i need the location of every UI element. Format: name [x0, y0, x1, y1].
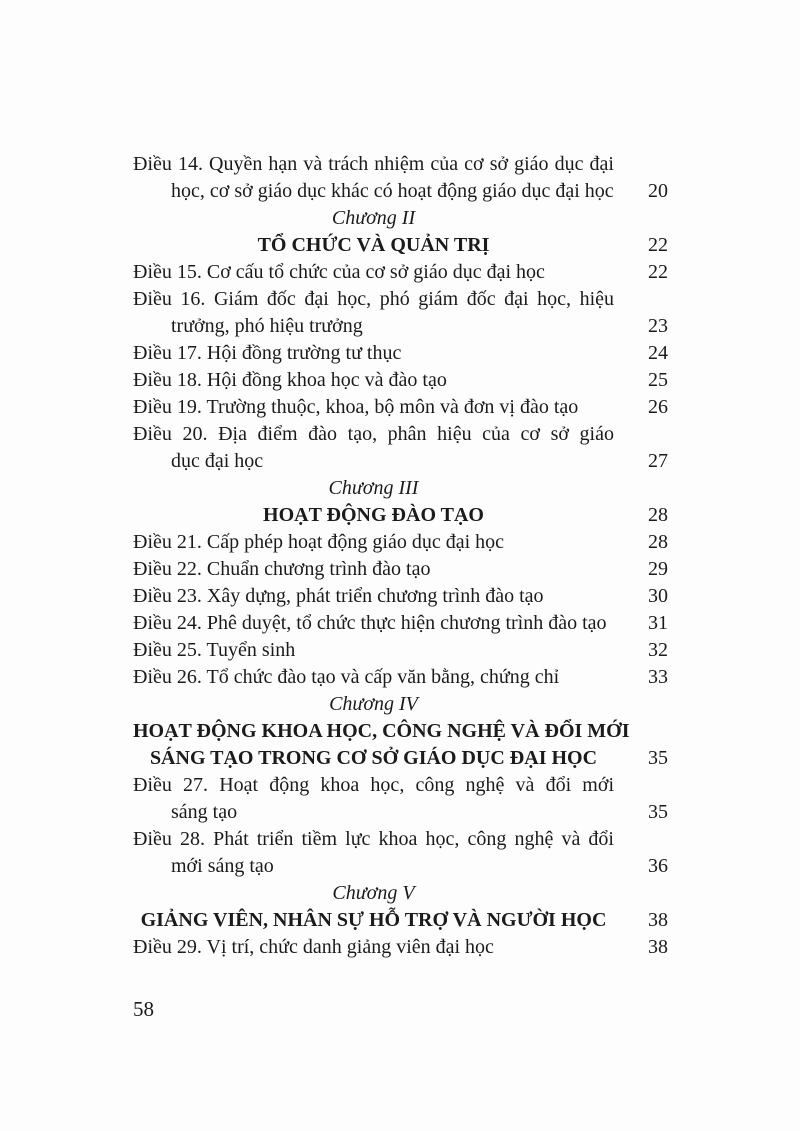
toc-page-number: 26 — [648, 396, 668, 418]
toc-entry-continuation — [133, 853, 668, 880]
chapter-title-text: GIẢNG VIÊN, NHÂN SỰ HỖ TRỢ VÀ NGƯỜI HỌC — [140, 909, 607, 931]
toc-entry-text: Điều 20. Địa điểm đào tạo, phân hiệu của cơ sở giáo — [133, 423, 614, 445]
toc-page-number: 31 — [648, 612, 668, 634]
toc-page-number: 32 — [648, 639, 668, 661]
toc-page-number: 23 — [648, 315, 668, 337]
toc-entry — [133, 151, 668, 178]
toc-page-number: 22 — [648, 234, 668, 256]
toc-entry-text: Điều 27. Hoạt động khoa học, công nghệ và đổi mới — [133, 774, 614, 796]
chapter-label-text: Chương III — [328, 477, 419, 499]
footer-page-number: 58 — [133, 997, 154, 1021]
toc-page-number: 36 — [648, 855, 668, 877]
chapter-title — [133, 718, 668, 745]
toc-page-number: 30 — [648, 585, 668, 607]
chapter-title — [133, 502, 668, 529]
chapter-label-text: Chương IV — [329, 693, 418, 715]
toc-entry — [133, 610, 668, 637]
toc-entry-text: Điều 24. Phê duyệt, tổ chức thực hiện chương trình đào tạo — [133, 612, 607, 634]
toc-entry-text: Điều 15. Cơ cấu tổ chức của cơ sở giáo dục đại học — [133, 261, 545, 283]
chapter-label — [133, 880, 668, 907]
toc-entry-text: Điều 29. Vị trí, chức danh giảng viên đại học — [133, 936, 494, 958]
chapter-label — [133, 205, 668, 232]
toc-page-number: 33 — [648, 666, 668, 688]
toc-page-number: 24 — [648, 342, 668, 364]
toc-entry-text: Điều 14. Quyền hạn và trách nhiệm của cơ sở giáo dục đại — [133, 153, 614, 175]
toc-page-number: 20 — [648, 180, 668, 202]
toc-entry — [133, 529, 668, 556]
toc-entry-text: Điều 17. Hội đồng trường tư thục — [133, 342, 402, 364]
chapter-label-text: Chương V — [332, 882, 415, 904]
toc-entry — [133, 772, 668, 799]
toc-entry — [133, 934, 668, 961]
toc-entry — [133, 340, 668, 367]
toc-entry-text: mới sáng tạo — [171, 855, 274, 877]
toc-entry — [133, 394, 668, 421]
toc-page-number: 28 — [648, 531, 668, 553]
toc-page-number: 25 — [648, 369, 668, 391]
toc-entry-text: Điều 21. Cấp phép hoạt động giáo dục đại học — [133, 531, 505, 553]
chapter-title — [133, 907, 668, 934]
toc-entry-text: dục đại học — [171, 450, 264, 472]
toc-entry-continuation — [133, 313, 668, 340]
toc-entry-text: Điều 22. Chuẩn chương trình đào tạo — [133, 558, 431, 580]
toc-page-number: 38 — [648, 909, 668, 931]
toc-page-number: 38 — [648, 936, 668, 958]
toc-entry — [133, 826, 668, 853]
toc-entry-text: Điều 26. Tổ chức đào tạo và cấp văn bằng, chứng chỉ — [133, 666, 560, 688]
chapter-label-text: Chương II — [331, 207, 416, 229]
toc-entry — [133, 664, 668, 691]
chapter-label — [133, 475, 668, 502]
toc-entry-continuation — [133, 799, 668, 826]
chapter-title-text: HOẠT ĐỘNG KHOA HỌC, CÔNG NGHỆ VÀ ĐỔI MỚI — [133, 720, 630, 742]
table-of-contents — [133, 151, 668, 961]
toc-entry — [133, 421, 668, 448]
chapter-title — [133, 745, 668, 772]
toc-entry-continuation — [133, 448, 668, 475]
toc-page-number: 35 — [648, 801, 668, 823]
toc-entry-text: học, cơ sở giáo dục khác có hoạt động giáo dục đại học — [171, 180, 614, 202]
toc-entry — [133, 637, 668, 664]
toc-entry-text: Điều 19. Trường thuộc, khoa, bộ môn và đơn vị đào tạo — [133, 396, 579, 418]
toc-entry — [133, 367, 668, 394]
toc-entry-text: Điều 18. Hội đồng khoa học và đào tạo — [133, 369, 447, 391]
toc-page-number: 29 — [648, 558, 668, 580]
toc-entry — [133, 286, 668, 313]
toc-entry-text: Điều 16. Giám đốc đại học, phó giám đốc đại học, hiệu — [133, 288, 614, 310]
toc-entry-text: Điều 23. Xây dựng, phát triển chương trình đào tạo — [133, 585, 544, 607]
toc-page-number: 28 — [648, 504, 668, 526]
chapter-title-text: HOẠT ĐỘNG ĐÀO TẠO — [263, 504, 484, 526]
toc-page-number: 35 — [648, 747, 668, 769]
toc-entry-text: trưởng, phó hiệu trưởng — [171, 315, 363, 337]
toc-page-number: 22 — [648, 261, 668, 283]
toc-entry — [133, 259, 668, 286]
chapter-title-text: SÁNG TẠO TRONG CƠ SỞ GIÁO DỤC ĐẠI HỌC — [149, 747, 598, 769]
chapter-label — [133, 691, 668, 718]
toc-entry-text: Điều 25. Tuyển sinh — [133, 639, 296, 661]
chapter-title — [133, 232, 668, 259]
toc-entry-text: sáng tạo — [171, 801, 238, 823]
toc-entry — [133, 556, 668, 583]
chapter-title-text: TỔ CHỨC VÀ QUẢN TRỊ — [257, 234, 490, 256]
toc-page-number: 27 — [648, 450, 668, 472]
toc-entry-continuation — [133, 178, 668, 205]
toc-entry — [133, 583, 668, 610]
toc-entry-text: Điều 28. Phát triển tiềm lực khoa học, công nghệ và đổi — [133, 828, 614, 850]
